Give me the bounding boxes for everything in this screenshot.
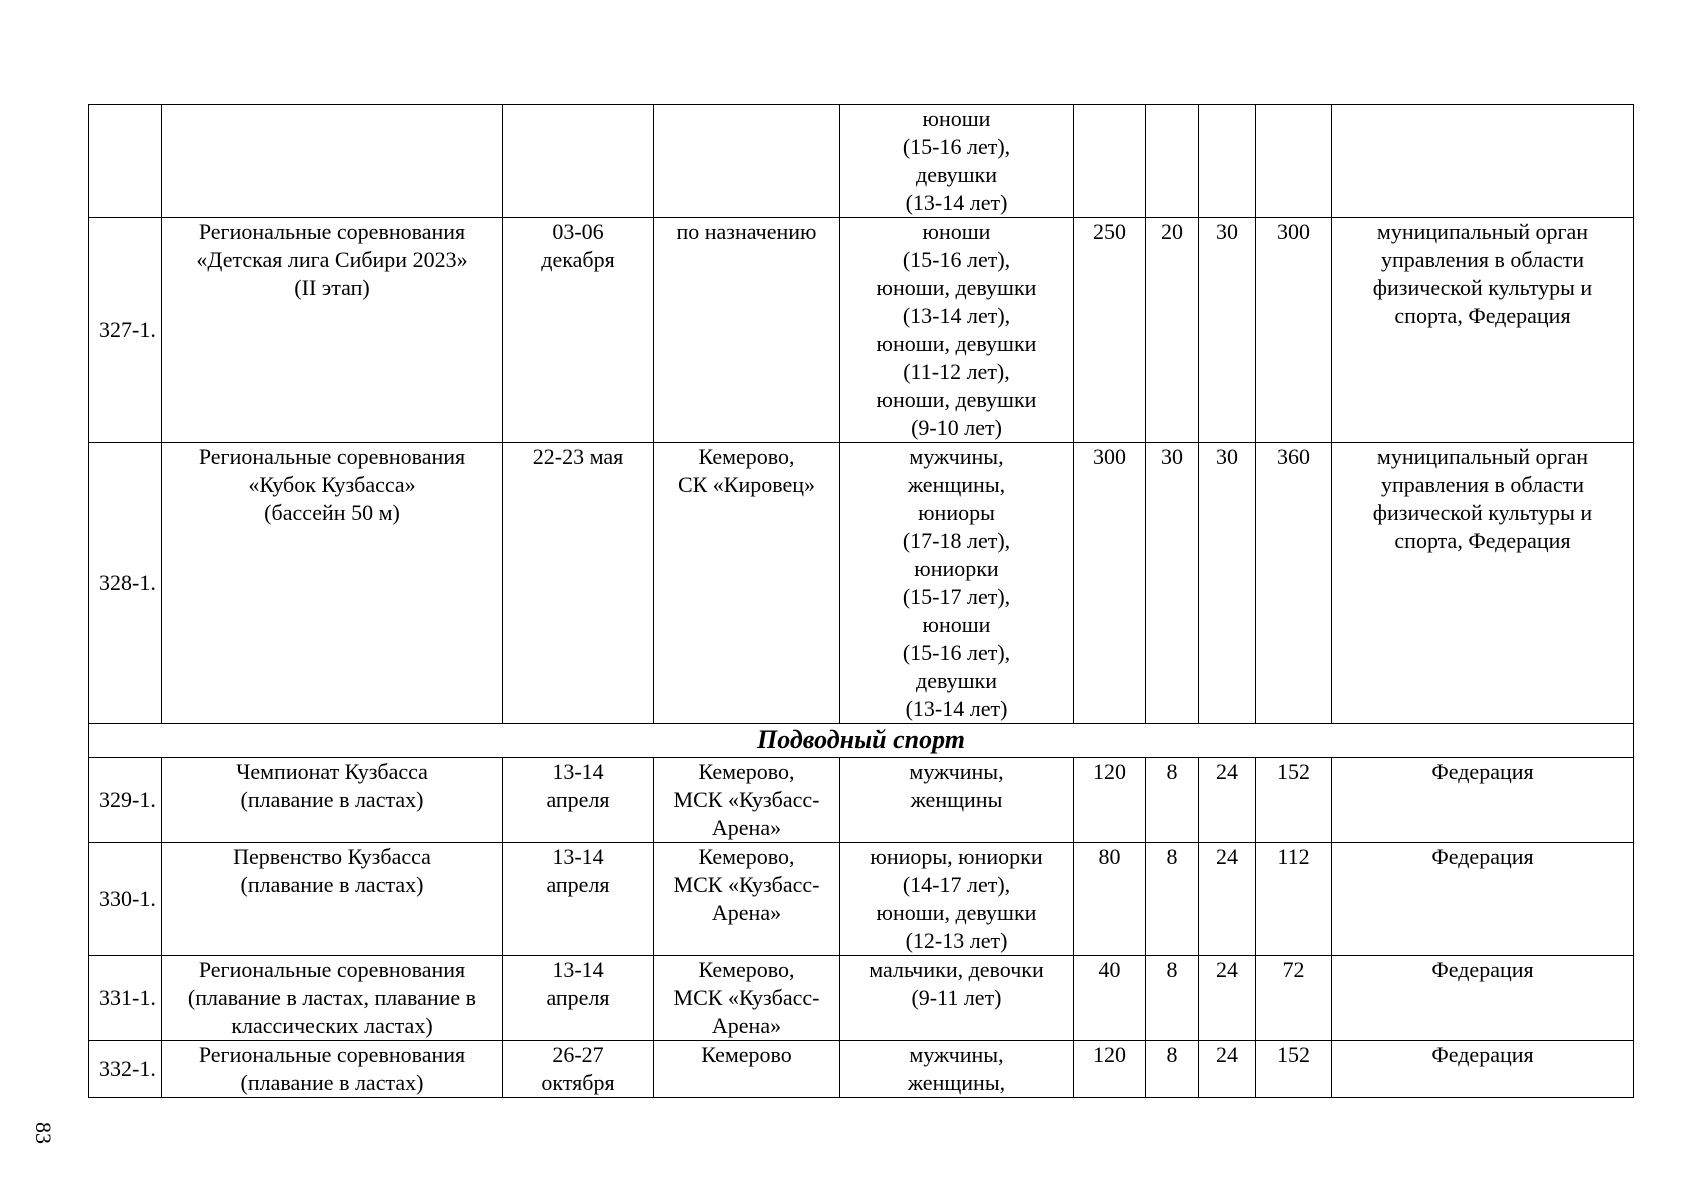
- event-place-cell: Кемерово, МСК «Кузбасс- Арена»: [654, 956, 840, 1041]
- event-dates-cell: 13-14 апреля: [503, 956, 654, 1041]
- coaches-count-cell: 8: [1146, 843, 1199, 956]
- table-body: [89, 105, 1634, 1098]
- athletes-count-cell: 300: [1074, 443, 1146, 724]
- organizer-cell: муниципальный орган управления в области физической культуры и спорта, Федерация: [1332, 443, 1634, 724]
- event-place-cell: Кемерово, МСК «Кузбасс- Арена»: [654, 758, 840, 843]
- judges-count-cell: [1199, 105, 1256, 218]
- event-place-cell: Кемерово: [654, 1041, 840, 1098]
- athletes-count-cell: 40: [1074, 956, 1146, 1041]
- event-name-cell: Чемпионат Кузбасса (плавание в ластах): [162, 758, 503, 843]
- event-dates-cell: 03-06 декабря: [503, 218, 654, 443]
- table-row: [89, 758, 1634, 843]
- total-count-cell: 300: [1256, 218, 1332, 443]
- event-number-cell: 327-1.: [89, 218, 162, 443]
- participants-cell: юноши (15-16 лет), юноши, девушки (13-14 лет), юноши, девушки (11-12 лет), юноши, девушки (9-10 лет): [840, 218, 1074, 443]
- event-name-cell: Региональные соревнования (плавание в ластах, плавание в классических ластах): [162, 956, 503, 1041]
- judges-count-cell: 30: [1199, 443, 1256, 724]
- event-number-cell: 328-1.: [89, 443, 162, 724]
- event-dates-cell: 22-23 мая: [503, 443, 654, 724]
- competition-schedule-table: [88, 104, 1634, 1098]
- coaches-count-cell: 8: [1146, 956, 1199, 1041]
- event-name-cell: Региональные соревнования «Кубок Кузбасса» (бассейн 50 м): [162, 443, 503, 724]
- table-row: [89, 843, 1634, 956]
- event-name-cell: Первенство Кузбасса (плавание в ластах): [162, 843, 503, 956]
- coaches-count-cell: 8: [1146, 758, 1199, 843]
- participants-cell: мужчины, женщины, юниоры (17-18 лет), юниорки (15-17 лет), юноши (15-16 лет), девушки (13-14 лет): [840, 443, 1074, 724]
- coaches-count-cell: 8: [1146, 1041, 1199, 1098]
- athletes-count-cell: [1074, 105, 1146, 218]
- organizer-cell: муниципальный орган управления в области физической культуры и спорта, Федерация: [1332, 218, 1634, 443]
- event-dates-cell: 13-14 апреля: [503, 843, 654, 956]
- section-title: Подводный спорт: [89, 724, 1634, 758]
- table-row: [89, 218, 1634, 443]
- coaches-count-cell: [1146, 105, 1199, 218]
- organizer-cell: Федерация: [1332, 843, 1634, 956]
- event-number-cell: 329-1.: [89, 758, 162, 843]
- total-count-cell: 152: [1256, 1041, 1332, 1098]
- total-count-cell: 152: [1256, 758, 1332, 843]
- participants-cell: юниоры, юниорки (14-17 лет), юноши, девушки (12-13 лет): [840, 843, 1074, 956]
- organizer-cell: Федерация: [1332, 956, 1634, 1041]
- total-count-cell: 112: [1256, 843, 1332, 956]
- table-row: [89, 443, 1634, 724]
- participants-cell: мальчики, девочки (9-11 лет): [840, 956, 1074, 1041]
- athletes-count-cell: 120: [1074, 758, 1146, 843]
- event-place-cell: по назначению: [654, 218, 840, 443]
- organizer-cell: Федерация: [1332, 1041, 1634, 1098]
- participants-cell: юноши (15-16 лет), девушки (13-14 лет): [840, 105, 1074, 218]
- event-place-cell: [654, 105, 840, 218]
- coaches-count-cell: 30: [1146, 443, 1199, 724]
- event-name-cell: [162, 105, 503, 218]
- athletes-count-cell: 80: [1074, 843, 1146, 956]
- organizer-cell: Федерация: [1332, 758, 1634, 843]
- event-name-cell: Региональные соревнования «Детская лига Сибири 2023» (II этап): [162, 218, 503, 443]
- event-place-cell: Кемерово, МСК «Кузбасс- Арена»: [654, 843, 840, 956]
- event-dates-cell: 13-14 апреля: [503, 758, 654, 843]
- judges-count-cell: 24: [1199, 956, 1256, 1041]
- total-count-cell: 360: [1256, 443, 1332, 724]
- table-row: [89, 105, 1634, 218]
- athletes-count-cell: 250: [1074, 218, 1146, 443]
- event-name-cell: Региональные соревнования (плавание в ластах): [162, 1041, 503, 1098]
- athletes-count-cell: 120: [1074, 1041, 1146, 1098]
- judges-count-cell: 24: [1199, 758, 1256, 843]
- coaches-count-cell: 20: [1146, 218, 1199, 443]
- event-dates-cell: [503, 105, 654, 218]
- organizer-cell: [1332, 105, 1634, 218]
- total-count-cell: [1256, 105, 1332, 218]
- participants-cell: мужчины, женщины: [840, 758, 1074, 843]
- event-number-cell: 332-1.: [89, 1041, 162, 1098]
- page-number: 83: [31, 1122, 56, 1144]
- event-number-cell: 330-1.: [89, 843, 162, 956]
- event-number-cell: 331-1.: [89, 956, 162, 1041]
- event-place-cell: Кемерово, СК «Кировец»: [654, 443, 840, 724]
- judges-count-cell: 24: [1199, 1041, 1256, 1098]
- table-row: [89, 956, 1634, 1041]
- table-row: [89, 1041, 1634, 1098]
- event-number-cell: [89, 105, 162, 218]
- total-count-cell: 72: [1256, 956, 1332, 1041]
- judges-count-cell: 30: [1199, 218, 1256, 443]
- judges-count-cell: 24: [1199, 843, 1256, 956]
- event-dates-cell: 26-27 октября: [503, 1041, 654, 1098]
- participants-cell: мужчины, женщины,: [840, 1041, 1074, 1098]
- section-header-row: [89, 724, 1634, 758]
